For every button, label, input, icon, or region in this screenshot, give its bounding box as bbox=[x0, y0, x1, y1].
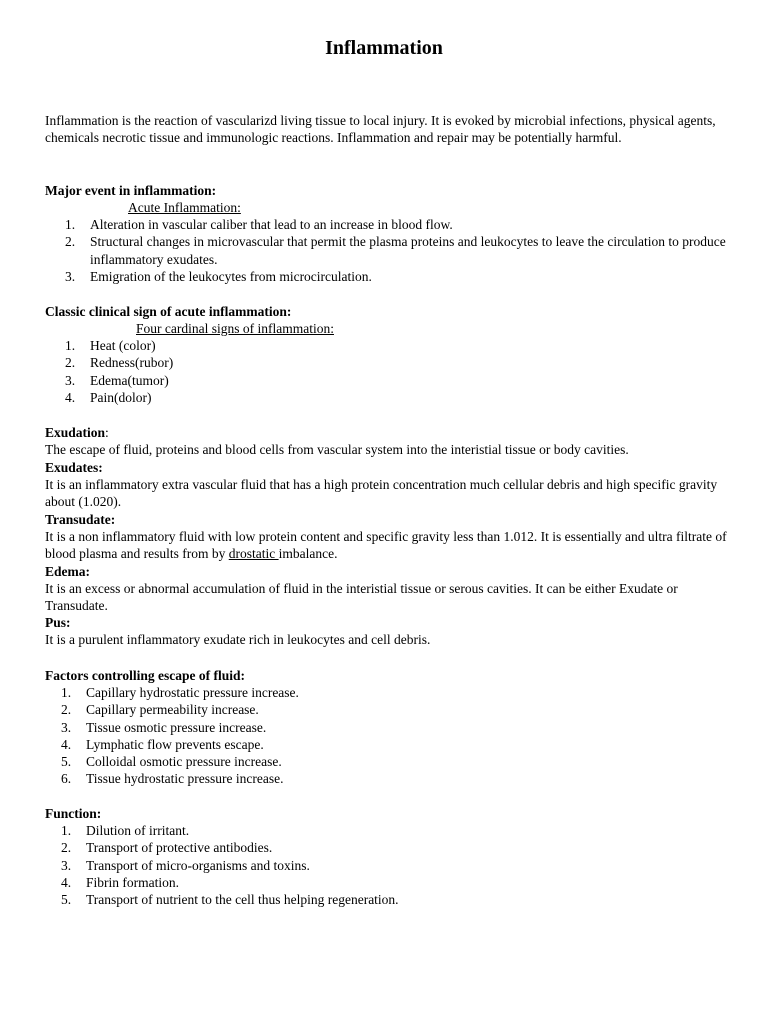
exudation-definition: The escape of fluid, proteins and blood cells from vascular system into the interistial tissue or body cavities. bbox=[45, 442, 629, 457]
edema-term: Edema: bbox=[45, 564, 90, 579]
list-item: 1. Heat (color) bbox=[65, 338, 156, 353]
list-item: 3. Transport of micro-organisms and toxins. bbox=[61, 857, 310, 873]
factors-heading: Factors controlling escape of fluid: bbox=[45, 668, 245, 683]
list-item: 2. Capillary permeability increase. bbox=[61, 702, 259, 718]
major-heading: Major event in inflammation: bbox=[45, 183, 217, 198]
list-item: 4. Lymphatic flow prevents escape. bbox=[61, 736, 264, 752]
classic-list bbox=[45, 337, 735, 406]
list-item: 1. Alteration in vascular caliber that lead to an increase in blood flow. bbox=[65, 217, 453, 232]
list-item: 4. Fibrin formation. bbox=[61, 874, 179, 890]
exudates-definition: It is an inflammatory extra vascular fluid that has a high protein concentration much cellular debris and high specific gravity about (1.020). bbox=[45, 477, 718, 510]
classic-heading: Classic clinical sign of acute inflammation: bbox=[45, 304, 292, 319]
exudation-term: Exudation bbox=[45, 425, 106, 440]
list-item: 5. Transport of nutrient to the cell thus helping regeneration. bbox=[61, 892, 399, 908]
list-item: 3. Emigration of the leukocytes from microcirculation. bbox=[65, 268, 372, 284]
list-item: 5. Colloidal osmotic pressure increase. bbox=[61, 754, 282, 770]
transudate-definition: It is a non inflammatory fluid with low protein content and specific gravity less than 1.012. It is essentially and ultra filtrate of blood plasma and results from by drostatic imbalance. bbox=[45, 529, 727, 562]
list-item: 3. Tissue osmotic pressure increase. bbox=[61, 719, 267, 735]
list-item: 6. Tissue hydrostatic pressure increase. bbox=[61, 771, 284, 787]
factors-list bbox=[41, 684, 731, 788]
list-item: 4. Pain(dolor) bbox=[65, 389, 152, 405]
intro-paragraph: Inflammation is the reaction of vascularizd living tissue to local injury. It is evoked by microbial infections, physical agents, chemicals necrotic tissue and immunologic reactions. Inflammation and repair may be potentially harmful. bbox=[45, 113, 716, 146]
major-subheading: Acute Inflammation: bbox=[128, 200, 241, 215]
exudation-term-line: Exudation: bbox=[45, 425, 109, 440]
exudates-term: Exudates: bbox=[45, 460, 103, 475]
list-item: 2. Structural changes in microvascular that permit the plasma proteins and leukocytes to leave the circulation to produce inflammatory exudates. bbox=[65, 234, 726, 267]
transudate-term: Transudate: bbox=[45, 512, 116, 527]
list-item: 2. Transport of protective antibodies. bbox=[61, 840, 273, 856]
list-item: 1. Dilution of irritant. bbox=[61, 823, 190, 838]
list-item: 3. Edema(tumor) bbox=[65, 372, 169, 388]
major-list bbox=[45, 216, 735, 285]
list-item: 2. Redness(rubor) bbox=[65, 355, 174, 371]
function-list bbox=[41, 822, 731, 908]
function-heading: Function: bbox=[45, 806, 102, 821]
document-title: Inflammation bbox=[325, 37, 443, 59]
edema-definition: It is an excess or abnormal accumulation of fluid in the interistial tissue or serous cavities. It can be either Exudate or Transudate. bbox=[45, 581, 678, 614]
classic-subheading: Four cardinal signs of inflammation: bbox=[136, 321, 334, 336]
pus-term: Pus: bbox=[45, 615, 71, 630]
pus-definition: It is a purulent inflammatory exudate rich in leukocytes and cell debris. bbox=[45, 632, 431, 647]
list-item: 1. Capillary hydrostatic pressure increase. bbox=[61, 685, 299, 700]
